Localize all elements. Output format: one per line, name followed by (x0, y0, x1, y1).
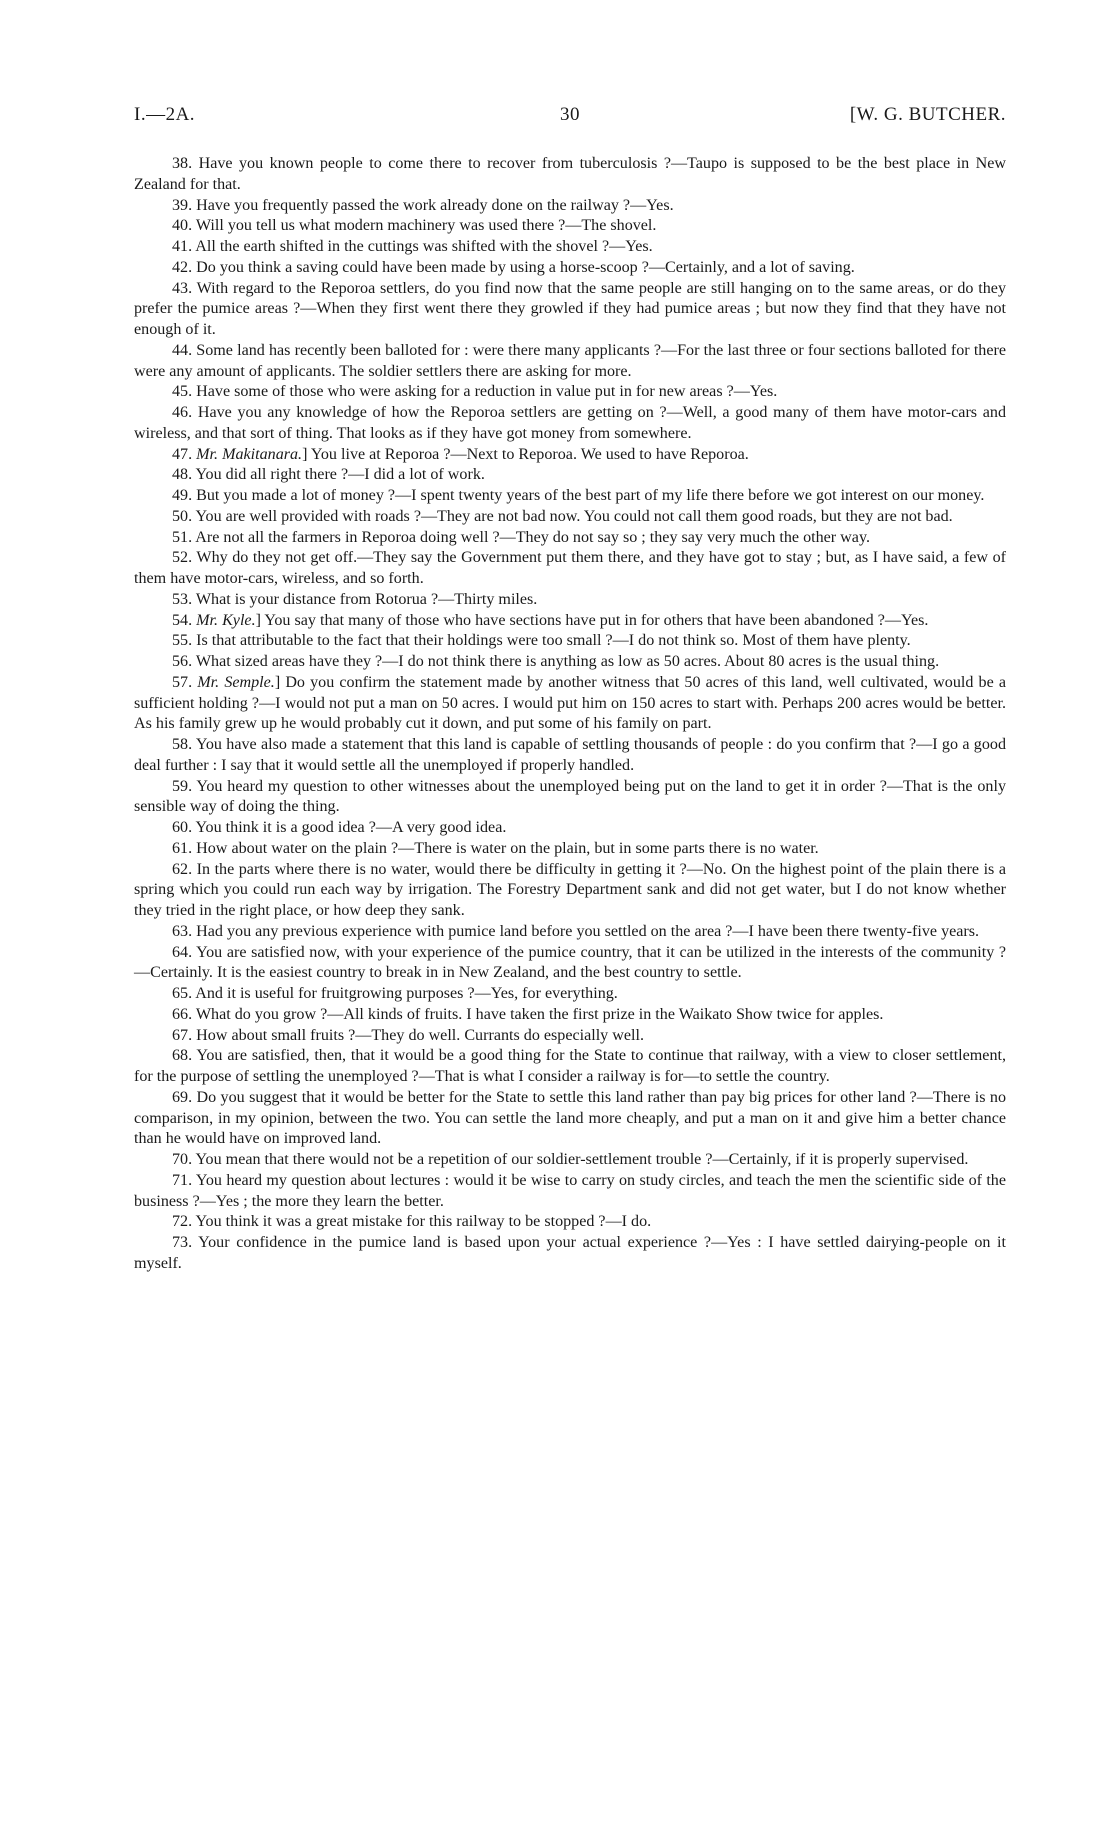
question-text: ] You live at Reporoa ?—Next to Reporoa. We used to have Reporoa. (302, 445, 749, 463)
question-paragraph: 66. What do you grow ?—All kinds of fruits. I have taken the first prize in the Waikato Show twice for apples. (172, 1005, 884, 1023)
question-paragraph: 41. All the earth shifted in the cuttings was shifted with the shovel ?—Yes. (172, 238, 653, 255)
question-number: 57. (172, 673, 198, 691)
question-paragraph: 72. You think it was a great mistake for this railway to be stopped ?—I do. (172, 1213, 652, 1231)
witness-name: [W. G. BUTCHER. (849, 104, 1006, 125)
question-paragraph: 52. Why do they not get off.—They say the Government put them there, and they have got to stay ; but, as I have said, a few of them have motor-cars, wireless, and so forth. (134, 549, 1006, 587)
question-paragraph: 42. Do you think a saving could have been made by using a horse-scoop ?—Certainly, and a lot of saving. (172, 258, 855, 276)
question-paragraph: 67. How about small fruits ?—They do well. Currants do especially well. (172, 1026, 644, 1044)
speaker-name: Mr. Kyle. (196, 611, 256, 629)
report-reference: I.—2A. (134, 104, 196, 125)
question-paragraph: 53. What is your distance from Rotorua ?—Thirty miles. (172, 590, 538, 608)
question-paragraph: 56. What sized areas have they ?—I do not think there is anything as low as 50 acres. About 80 acres is the usual thing. (172, 653, 940, 670)
question-paragraph: 46. Have you any knowledge of how the Reporoa settlers are getting on ?—Well, a good many of them have motor-cars and wireless, and that sort of thing. That looks as if they have got money from somewhere. (134, 404, 1006, 442)
question-paragraph: 58. You have also made a statement that this land is capable of settling thousands of people : do you confirm that ?—I go a good deal further : I say that it would settle all the unemployed if properly handled. (134, 736, 1006, 774)
question-paragraph (134, 673, 1006, 735)
question-paragraph (134, 611, 1006, 632)
page-header (134, 104, 1006, 134)
question-paragraph: 62. In the parts where there is no water, would there be difficulty in getting it ?—No. On the highest point of the plain there is a spring which you could run each way by irrigation. The Forestry Department sank and did not get water, but I do not know whether they tried in the right place, or how deep they sank. (134, 860, 1006, 919)
question-number: 47. (172, 445, 197, 463)
question-paragraph: 69. Do you suggest that it would be better for the State to settle this land rather than pay big prices for other land ?—There is no comparison, in my opinion, between the two. You can settle the land more cheaply, and put a man on it and give him a better chance than he would have on improved land. (134, 1088, 1006, 1148)
question-paragraph: 44. Some land has recently been balloted for : were there many applicants ?—For the last three or four sections balloted for there were any amount of applicants. The soldier settlers there are asking for more. (134, 341, 1006, 380)
question-text: ] Do you confirm the statement made by another witness that 50 acres of this land, well cultivated, would be a sufficient holding ?—I would not put a man on 50 acres. I would put him on 150 acres to start with. Perhaps 200 acres would be better. As his family grew up he would probably cut it down, and put some of his family on part. (134, 673, 1006, 733)
question-paragraph: 43. With regard to the Reporoa settlers, do you find now that the same people are still hanging on to the same areas, or do they prefer the pumice areas ?—When they first went there they growled if they had pumice areas ; but now they find that they have not enough of it. (134, 279, 1006, 338)
question-number: 54. (172, 611, 197, 629)
question-paragraph: 38. Have you known people to come there to recover from tuberculosis ?—Taupo is supposed to be the best place in New Zealand for that. (134, 155, 1006, 193)
question-paragraph: 60. You think it is a good idea ?—A very good idea. (172, 819, 507, 836)
question-paragraph: 40. Will you tell us what modern machinery was used there ?—The shovel. (172, 217, 657, 235)
question-paragraph: 49. But you made a lot of money ?—I spent twenty years of the best part of my life there before we got interest on our money. (172, 487, 985, 504)
question-paragraph: 50. You are well provided with roads ?—They are not bad now. You could not call them good roads, but they are not bad. (172, 507, 953, 525)
question-paragraph: 65. And it is useful for fruitgrowing purposes ?—Yes, for everything. (172, 985, 618, 1002)
speaker-name: Mr. Semple. (197, 673, 275, 691)
question-paragraph: 61. How about water on the plain ?—There is water on the plain, but in some parts there is no water. (172, 839, 819, 857)
question-paragraph: 48. You did all right there ?—I did a lot of work. (172, 466, 485, 484)
question-paragraph: 55. Is that attributable to the fact that their holdings were too small ?—I do not think so. Most of them have plenty. (172, 632, 911, 650)
speaker-name: Mr. Makitanara. (196, 445, 303, 463)
question-paragraph: 39. Have you frequently passed the work already done on the railway ?—Yes. (172, 196, 674, 214)
question-paragraph: 68. You are satisfied, then, that it would be a good thing for the State to continue that railway, with a view to closer settlement, for the purpose of settling the unemployed ?—That is what I consider a railway is for—to settle the country. (134, 1047, 1006, 1085)
question-paragraph: 64. You are satisfied now, with your experience of the pumice country, that it can be utilized in the interests of the community ?—Certainly. It is the easiest country to break in in New Zealand, and the best country to settle. (134, 943, 1006, 982)
question-paragraph: 59. You heard my question to other witnesses about the unemployed being put on the land to get it in order ?—That is the only sensible way of doing the thing. (134, 777, 1006, 816)
question-paragraph: 73. Your confidence in the pumice land is based upon your actual experience ?—Yes : I have settled dairying-people on it myself. (134, 1234, 1006, 1272)
question-paragraph (134, 445, 1006, 466)
question-paragraph: 63. Had you any previous experience with pumice land before you settled on the area ?—I have been there twenty-five years. (172, 922, 980, 940)
page-number: 30 (560, 104, 580, 125)
question-paragraph: 45. Have some of those who were asking for a reduction in value put in for new areas ?—Yes. (172, 383, 778, 401)
question-paragraph: 70. You mean that there would not be a repetition of our soldier-settlement trouble ?—Certainly, if it is properly supervised. (172, 1151, 969, 1168)
question-paragraph: 71. You heard my question about lectures : would it be wise to carry on study circles, and teach the men the scientific side of the business ?—Yes ; the more they learn the better. (134, 1171, 1006, 1210)
question-paragraph: 51. Are not all the farmers in Reporoa doing well ?—They do not say so ; they say very much the other way. (172, 528, 870, 546)
page-body (134, 154, 1006, 1275)
question-text: ] You say that many of those who have sections have put in for others that have been abandoned ?—Yes. (255, 611, 929, 629)
